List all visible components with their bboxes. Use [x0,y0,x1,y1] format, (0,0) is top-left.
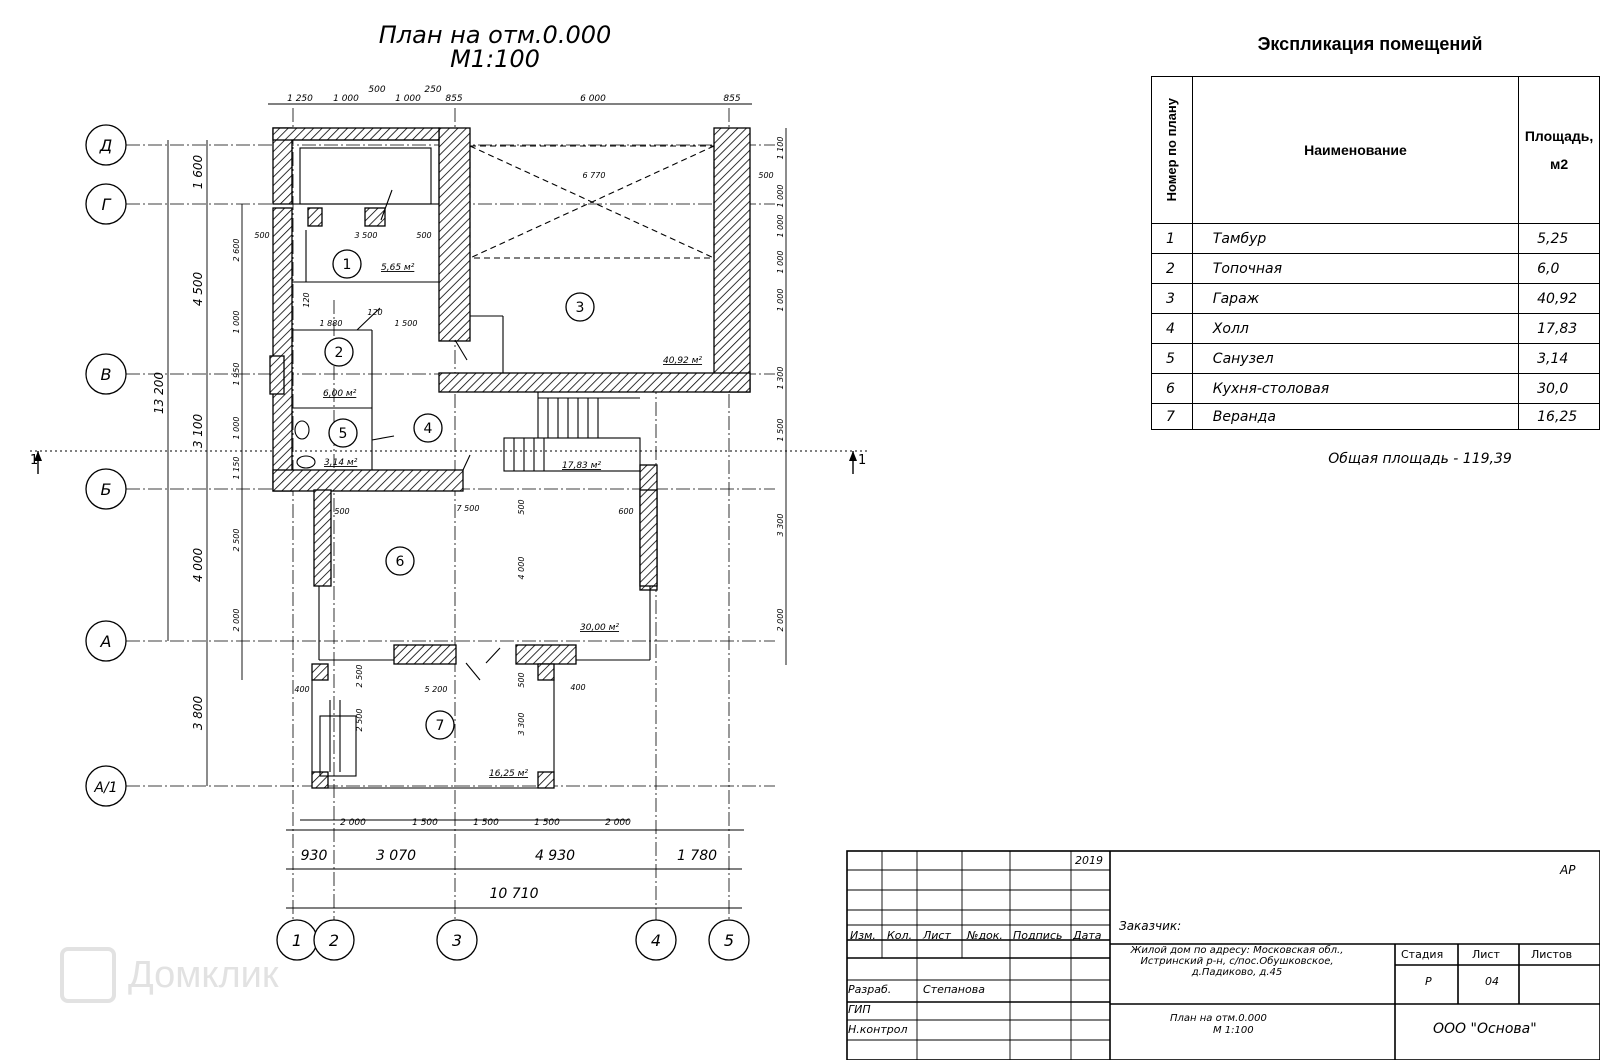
dim-text: 3 500 [354,231,378,240]
room-number: 1 [342,257,352,273]
dim-text: 1 000 [232,416,241,440]
dim-text: 1 600 [191,154,205,190]
dim-text: 2 500 [355,708,364,732]
axis-label-col: 1 [291,931,303,950]
dim-text: 400 [570,683,586,692]
dim-text: 1 150 [232,456,241,480]
row-name: Кухня-столовая [1192,374,1518,404]
dim-text: 1 000 [776,184,785,208]
room-number: 3 [575,300,585,316]
drawing-title: План на отм.0.000 [378,21,612,49]
dim-text: 500 [368,85,386,95]
dim-text: 600 [618,507,634,516]
row-num: 2 [1152,254,1193,284]
stamp-company: ООО "Основа" [1433,1021,1537,1037]
axis-label-col: 4 [650,931,662,950]
watermark-text: Домклик [128,953,279,996]
dim-text: 2 000 [232,608,241,632]
axis-label-row: А [100,632,112,651]
axis-label-col: 5 [723,931,735,950]
dim-text: 855 [723,94,741,104]
section-mark-left: 1 [30,453,39,468]
dim-text: 13 200 [152,372,166,414]
total-area: Общая площадь - 119,39 [1328,451,1512,467]
stamp-col-header: Подпись [1013,929,1063,942]
explication-header-row [1152,77,1600,224]
dim-text: 1 000 [776,288,785,312]
dim-text: 1 100 [776,136,785,160]
dim-text: 2 600 [232,238,241,262]
row-name: Санузел [1192,344,1518,374]
dim-text: 1 000 [232,310,241,334]
drawing-scale: М1:100 [450,45,540,73]
dim-text: 1 000 [776,214,785,238]
explication-title: Экспликация помещений [1257,34,1483,54]
dim-text: 500 [517,499,526,515]
room-area: 17,83 м² [562,461,602,471]
table-row [1152,224,1600,254]
dim-text: 500 [517,672,526,688]
dim-text: 4 000 [191,547,205,583]
dim-text: 1 500 [534,818,560,828]
dim-text: 2 000 [776,608,785,632]
stamp-sheet-label: Лист [1472,948,1500,961]
dim-text: 5 200 [424,685,448,694]
stamp-col-header: Дата [1073,929,1102,942]
room-area: 40,92 м² [663,356,703,366]
room-number: 7 [435,718,445,734]
stamp-customer-label: Заказчик: [1119,919,1182,933]
dim-text: 1 250 [287,94,313,104]
dimensions-right [776,137,785,632]
stamp-col-header: Лист [923,929,951,942]
dim-text: 500 [416,231,432,240]
stamp-object: Жилой дом по адресу: Московская обл., Истринский р-н, с/пос.Обушковское, д.Падиково, д.45 [1130,945,1344,978]
explication-table [1151,76,1600,430]
stamp-normcontrol-label: Н.контрол [848,1023,908,1036]
dim-text: 500 [758,171,774,180]
row-num: 7 [1152,404,1193,430]
table-row [1152,374,1600,404]
stamp-year: 2019 [1075,854,1103,867]
room-area: 30,00 м² [580,623,620,633]
dim-text: 1 000 [776,250,785,274]
row-name: Веранда [1192,404,1518,430]
axis-label-col: 2 [328,931,340,950]
dim-text: 7 500 [456,504,480,513]
axis-label-row: А/1 [94,780,118,796]
column-axis-labels [277,920,749,960]
stamp-gip-label: ГИП [848,1003,871,1016]
stamp-code: АР [1560,863,1576,877]
dim-text: 1 880 [319,319,343,328]
watermark [60,940,279,1010]
dim-text: 6 000 [580,94,606,104]
dimensions-left [152,154,205,730]
stamp-drawing-name: План на отм.0.000 [1170,1013,1267,1024]
dim-text: 1 500 [473,818,499,828]
dim-text: 3 300 [517,712,526,736]
row-name: Тамбур [1192,224,1518,254]
axis-label-row: Б [100,480,112,499]
row-axis-labels [86,125,126,806]
header-area: Площадь, м2 [1519,77,1600,224]
dim-text: 2 500 [355,664,364,688]
header-name: Наименование [1192,77,1518,224]
dim-text: 500 [254,231,270,240]
dim-text: 1 500 [412,818,438,828]
dim-text: 250 [424,85,442,95]
dim-text: 6 770 [582,171,606,180]
row-area: 17,83 [1519,314,1600,344]
table-row [1152,404,1600,430]
dim-text: 1 500 [776,418,785,442]
stamp-sheet: 04 [1485,975,1499,988]
stamp-stage: Р [1425,975,1432,988]
room-area: 5,65 м² [381,263,415,273]
stamp-col-header: №док. [967,929,1003,942]
room-number: 6 [395,554,405,570]
dim-text: 2 000 [605,818,631,828]
dim-text: 1 500 [394,319,418,328]
dim-text: 3 070 [375,848,417,864]
row-name: Холл [1192,314,1518,344]
dim-text: 2 000 [340,818,366,828]
dim-text: 120 [302,292,311,308]
room-number: 5 [338,426,348,442]
dim-text: 120 [367,308,383,317]
room-area: 3,14 м² [324,458,358,468]
dim-text: 3 800 [191,695,205,731]
title-block [845,849,1600,1060]
stamp-col-header: Изм. [850,929,876,942]
table-row [1152,344,1600,374]
row-num: 4 [1152,314,1193,344]
dim-text: 400 [294,685,310,694]
row-area: 16,25 [1519,404,1600,430]
dim-text: 4 000 [517,556,526,580]
dim-text: 1 950 [232,362,241,386]
row-name: Топочная [1192,254,1518,284]
table-row [1152,314,1600,344]
row-area: 30,0 [1519,374,1600,404]
row-name: Гараж [1192,284,1518,314]
row-area: 40,92 [1519,284,1600,314]
axis-label-row: Г [101,195,111,214]
dim-text: 930 [300,848,328,864]
row-num: 3 [1152,284,1193,314]
dim-text: 4 930 [534,848,576,864]
axis-label-col: 3 [451,931,463,950]
room-number: 2 [334,345,344,361]
dimensions-bottom [301,818,717,902]
row-num: 5 [1152,344,1193,374]
dim-text: 4 500 [191,271,205,307]
stamp-developer: Степанова [923,983,985,996]
dim-text: 1 000 [333,94,359,104]
house-icon [60,947,116,1003]
dim-text: 3 100 [191,413,205,449]
dim-text: 2 500 [232,528,241,552]
row-num: 6 [1152,374,1193,404]
stamp-sheets-label: Листов [1531,948,1573,961]
axis-label-row: В [100,365,112,384]
axis-label-row: Д [99,136,113,155]
section-mark-right: 1 [858,453,867,468]
room-area: 16,25 м² [489,769,529,779]
row-area: 5,25 [1519,224,1600,254]
header-num: Номер по плану [1164,98,1180,202]
dim-text: 1 780 [676,848,718,864]
dimensions-top [287,85,741,104]
dim-text: 1 000 [395,94,421,104]
stamp-col-header: Кол. [887,929,913,942]
row-area: 6,0 [1519,254,1600,284]
row-num: 1 [1152,224,1193,254]
dim-text: 1 300 [776,366,785,390]
room-number: 4 [423,421,433,437]
header-num-cell [1152,77,1193,224]
table-row [1152,254,1600,284]
stamp-stage-label: Стадия [1401,948,1444,961]
room-area: 6,00 м² [323,389,357,399]
dim-text: 855 [445,94,463,104]
dim-text: 3 300 [776,513,785,537]
table-row [1152,284,1600,314]
row-area: 3,14 [1519,344,1600,374]
dim-text: 10 710 [489,886,539,902]
dim-text: 500 [334,507,350,516]
stamp-drawing-scale: М 1:100 [1213,1025,1254,1036]
stamp-developed-label: Разраб. [848,983,892,996]
